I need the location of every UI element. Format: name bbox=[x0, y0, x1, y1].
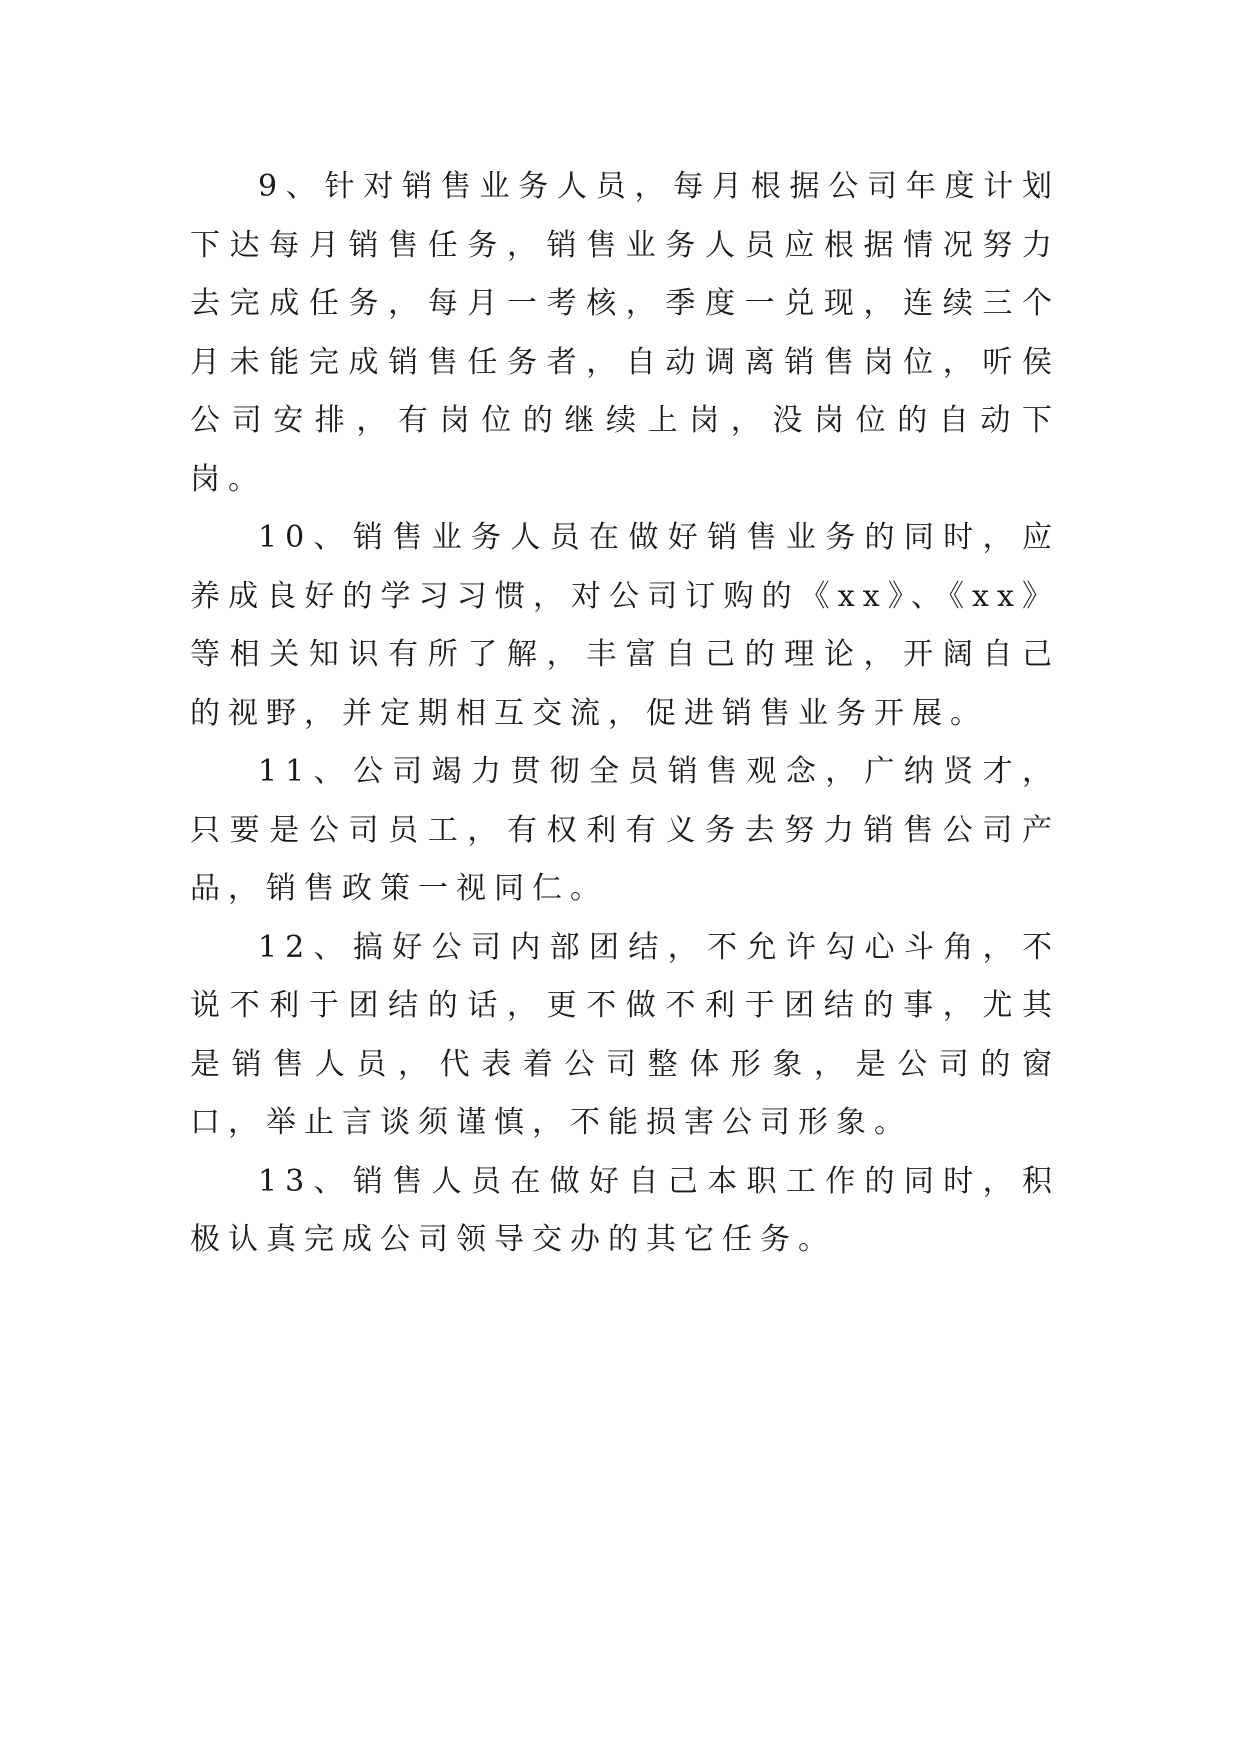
paragraph-item-11: 11、公司竭力贯彻全员销售观念，广纳贤才，只要是公司员工，有权利有义务去努力销售公司产品，销售政策一视同仁。 bbox=[190, 754, 1060, 906]
paragraph-item-10: 10、销售业务人员在做好销售业务的同时，应养成良好的学习习惯，对公司订购的《xx》、《xx》等相关知识有所了解，丰富自己的理论，开阔自己的视野，并定期相互交流，促进销售业务开展。 bbox=[190, 520, 1060, 731]
paragraph-item-13: 13、销售人员在做好自己本职工作的同时，积极认真完成公司领导交办的其它任务。 bbox=[190, 1163, 1060, 1257]
paragraph-item-12: 12、搞好公司内部团结，不允许勾心斗角，不说不利于团结的话，更不做不利于团结的事，尤其是销售人员，代表着公司整体形象，是公司的窗口，举止言谈须谨慎，不能损害公司形象。 bbox=[190, 929, 1060, 1140]
paragraph-item-9: 9、针对销售业务人员，每月根据公司年度计划下达每月销售任务，销售业务人员应根据情况努力去完成任务，每月一考核，季度一兑现，连续三个月未能完成销售任务者，自动调离销售岗位，听侯公司安排，有岗位的继续上岗，没岗位的自动下岗。 bbox=[190, 169, 1060, 497]
document-body bbox=[190, 158, 1060, 1270]
